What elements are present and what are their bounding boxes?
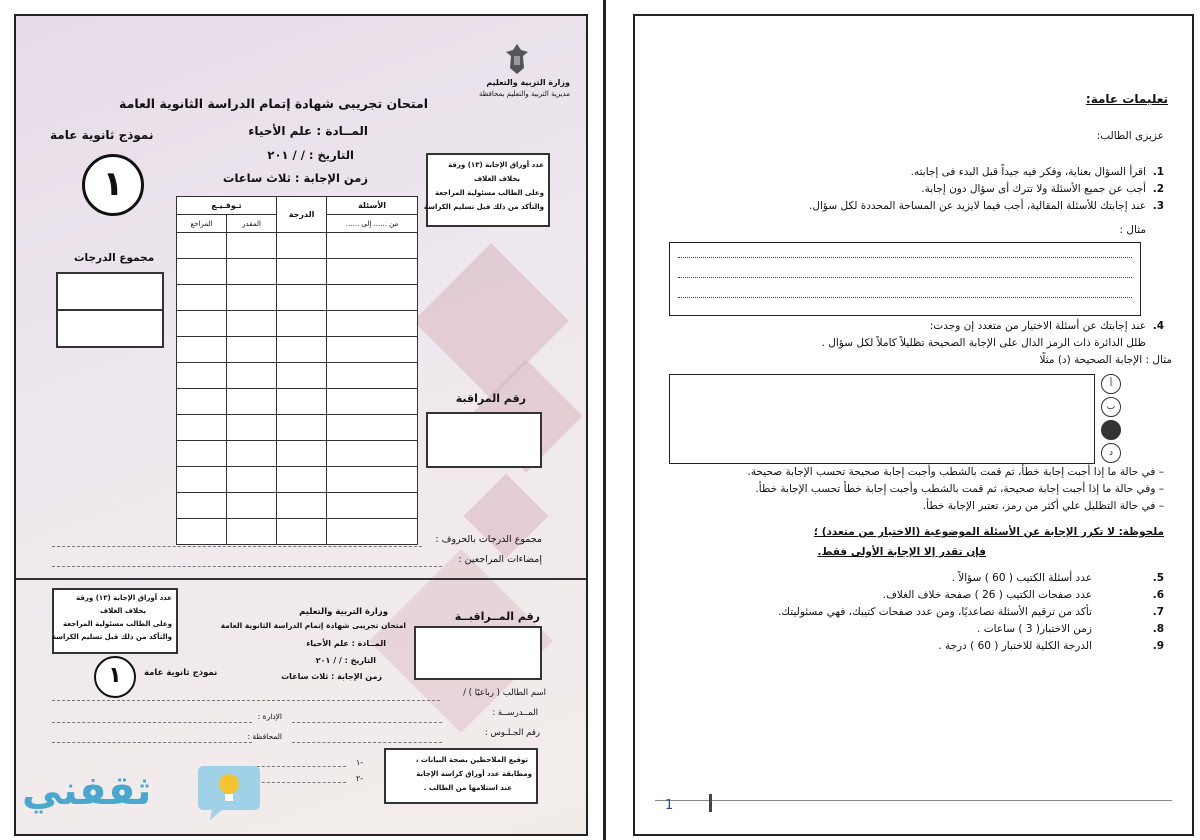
greeting: عزيزى الطالب:	[1096, 130, 1164, 142]
observer-number-label: رقم المراقبة	[455, 392, 526, 405]
instructions-title: تعليمات عامة:	[1085, 92, 1168, 106]
stub-date: التاريخ : / / ٢٠١	[315, 656, 376, 665]
model-label: نموذج ثانوية عامة	[50, 128, 154, 142]
questions-range: من ...... إلى ......	[327, 215, 418, 233]
stub-duration: زمن الإجابة : ثلاث ساعات	[281, 672, 382, 681]
rule-dash: – في حالة ما إذا أجبت إجابة خطأ، ثم قمت بالشطب وأجبت إجابة صحيحة تحسب الإجابة صحيحة.	[747, 466, 1164, 478]
watermark-logo: ثقفني	[22, 768, 152, 814]
stub-observer-number-box	[414, 626, 542, 680]
rule-dash: – وفي حالة ما إذا أجبت إجابة صحيحة، ثم قمت بالشطب وأجبت إجابة خطأ تحسب الإجابة خطأ.	[755, 483, 1164, 495]
stub-notice-box: عدد أوراق الإجابة (١٣) ورقة بخلاف الغلاف وعلى الطالب مسئولية المراجعة والتأكد من ذلك قبل تسليم الكراسة	[52, 588, 178, 654]
table-row	[177, 363, 418, 389]
questions-header: الأسئلة	[327, 197, 418, 215]
school-label: المــدرســة :	[492, 708, 538, 718]
exam-date: التاريخ : / / ٢٠١	[267, 148, 354, 162]
rule-dash: – في حالة التظليل علي أكثر من رمز، تعتبر الإجابة خطأ.	[922, 500, 1164, 512]
mcq-example-box	[669, 374, 1095, 464]
directorate-name: مديرية التربية والتعليم بمحافظة	[479, 90, 570, 98]
exam-title: امتحان تجريبى شهادة إتمام الدراسة الثانوية العامة	[119, 96, 428, 111]
score-table	[176, 196, 418, 545]
option-circle: أ	[1101, 374, 1121, 394]
page-separator	[603, 0, 606, 840]
reviewers-signatures-label: إمضاءات المراجعين :	[458, 554, 542, 565]
administration-label: الإدارة :	[257, 712, 282, 721]
note-line-2: فإن تقدر إلا الإجابة الأولى فقط.	[817, 546, 986, 558]
stub-subject: المــادة : علم الأحياء	[306, 639, 386, 648]
eagle-emblem-icon	[504, 42, 530, 76]
table-row	[177, 467, 418, 493]
cut-line	[16, 578, 586, 580]
stub-ministry: وزارة التربية والتعليم	[299, 607, 388, 617]
student-name-label: اسم الطالب ( رباعيًا ) /	[463, 688, 546, 698]
mcq-example-label: مثال : الإجابة الصحيحة (د) مثلًا	[1039, 354, 1172, 366]
seat-number-label: رقم الجـلـوس :	[484, 728, 540, 738]
page-number: 1	[665, 798, 674, 813]
exam-cover-page	[14, 14, 588, 836]
table-row	[177, 259, 418, 285]
ministry-name: وزارة التربية والتعليم	[486, 78, 570, 87]
note-line-1: ملحوظة: لا تكرر الإجابة عن الأسئلة الموضوعية (الاختيار من متعدد) ؛	[813, 526, 1164, 538]
stub-exam-title: امتحان تجريبى شهادة إتمام الدراسة الثانوية العامة	[220, 621, 406, 630]
estimator-header: المقدر	[227, 215, 277, 233]
stub-observer-number-label: رقم المــراقبــة	[454, 610, 540, 623]
instruction-item: الدرجة الكلية للاختبار ( 60 ) درجة .	[938, 640, 1092, 652]
table-row	[177, 493, 418, 519]
model-number-circle: ١	[82, 154, 144, 216]
signature-header: تـوقـيـع	[177, 197, 277, 215]
decorative-diamond	[413, 243, 569, 399]
instruction-item: أجب عن جميع الأسئلة ولا تترك أى سؤال دون إجابة.	[921, 183, 1146, 195]
example-label: مثال :	[1119, 224, 1146, 236]
observer-number-box	[426, 412, 542, 468]
table-row	[177, 311, 418, 337]
instruction-item: عدد أسئلة الكتيب ( 60 ) سؤالاً .	[951, 572, 1092, 584]
exam-duration: زمن الإجابة : ثلاث ساعات	[222, 171, 368, 185]
footer-divider	[709, 794, 712, 812]
instruction-item: عند إجابتك عن أسئلة الاختيار من متعدد إن وجدت:	[929, 320, 1146, 332]
table-row	[177, 233, 418, 259]
instruction-item: اقرأ السؤال بعناية، وفكر فيه جيداً قبل البدء فى إجابته.	[910, 166, 1146, 178]
observer-signature-box: توقيع الملاحظين بصحة البيانات ، ومطابقة عدد أوراق كراسة الإجابة عند استلامها من الطالب .	[384, 748, 538, 804]
subject: المــادة : علم الأحياء	[248, 124, 368, 138]
instruction-item: زمن الاختبار( 3 ) ساعات .	[977, 623, 1092, 635]
lightbulb-chat-icon	[194, 760, 264, 822]
score-header: الدرجة	[277, 197, 327, 233]
instruction-item: تأكد من ترقيم الأسئلة تصاعديًا، ومن عدد صفحات كتيبك، فهي مسئوليتك.	[778, 606, 1092, 618]
table-row	[177, 441, 418, 467]
instruction-sub: ظلل الدائرة ذات الرمز الدال على الإجابة الصحيحة تظليلاً كاملاً لكل سؤال .	[821, 337, 1146, 349]
table-row	[177, 337, 418, 363]
total-scores-label: مجموع الدرجات	[74, 252, 155, 264]
footer-line	[655, 800, 1172, 801]
option-circle-filled: ج	[1101, 420, 1121, 440]
total-in-letters-label: مجموع الدرجات بالحروف :	[435, 534, 542, 545]
instruction-item: عدد صفحات الكتيب ( 26 ) صفحة خلاف الغلاف.	[882, 589, 1092, 601]
stub-model-label: نموذج ثانوية عامة	[144, 668, 218, 678]
instructions-page: تعليمات عامة: عزيزى الطالب: 1. اقرأ السؤال بعناية، وفكر فيه جيداً قبل البدء فى إجابته. 2. أجب عن جميع الأسئلة ولا تترك أى سؤال دون إجابة. 3. عند إجابتك للأسئلة المقالية، أجب فيما لايزيد عن المساحة المحددة لكل سؤال. مثال : 4. عند إجابتك عن أسئلة الاختيار من متعدد إن وجدت: ظلل الدائرة ذات الرمز الدال على الإجابة الصحيحة تظليلاً كاملاً لكل سؤال . مثال : الإجابة الصحيحة (د) مثلًا أ ب ج د – في حالة ما إذا أجبت إجابة خطأ، ثم قمت بالشطب وأجبت إجابة صحيحة تحسب الإجابة صحيحة. – وفي حالة ما إذا أجبت إجابة صحيحة، ثم قمت بالشطب وأجبت إجابة خطأ تحسب الإجابة خطأ. – في حالة التظليل علي أكثر من رمز، تعتبر الإجابة خطأ. ملحوظة: لا تكرر الإجابة عن الأسئلة الموضوعية (الاختيار من متعدد) ؛ فإن تقدر إلا الإجابة الأولى فقط. 5. عدد أسئلة الكتيب ( 60 ) سؤالاً . 6. عدد صفحات الكتيب ( 26 ) صفحة خلاف الغلاف. 7. تأكد من ترقيم الأسئلة تصاعديًا، ومن عدد صفحات كتيبك، فهي مسئوليتك. 8. زمن الاختبار( 3 ) ساعات . 9. الدرجة الكلية للاختبار ( 60 ) درجة . 1	[633, 14, 1194, 836]
instruction-item: عند إجابتك للأسئلة المقالية، أجب فيما لايزيد عن المساحة المحددة لكل سؤال.	[809, 200, 1146, 212]
option-circle: ب	[1101, 397, 1121, 417]
governorate-label: المحافظة :	[247, 732, 282, 741]
decorative-diamond	[464, 474, 549, 559]
notice-box: عدد أوراق الإجابة (١٣) ورقة بخلاف الغلاف وعلى الطالب مسئولية المراجعة والتأكد من ذلك قبل تسليم الكراسة	[426, 153, 550, 227]
table-row	[177, 519, 418, 545]
table-row	[177, 415, 418, 441]
example-answer-box	[669, 242, 1141, 316]
total-scores-box	[56, 272, 164, 348]
observer-2-label: -٢	[356, 774, 364, 783]
option-circle: د	[1101, 443, 1121, 463]
reviewer-header: المراجع	[177, 215, 227, 233]
table-row	[177, 285, 418, 311]
table-row	[177, 389, 418, 415]
observer-1-label: -١	[356, 758, 364, 767]
stub-model-number-circle: ١	[94, 656, 136, 698]
